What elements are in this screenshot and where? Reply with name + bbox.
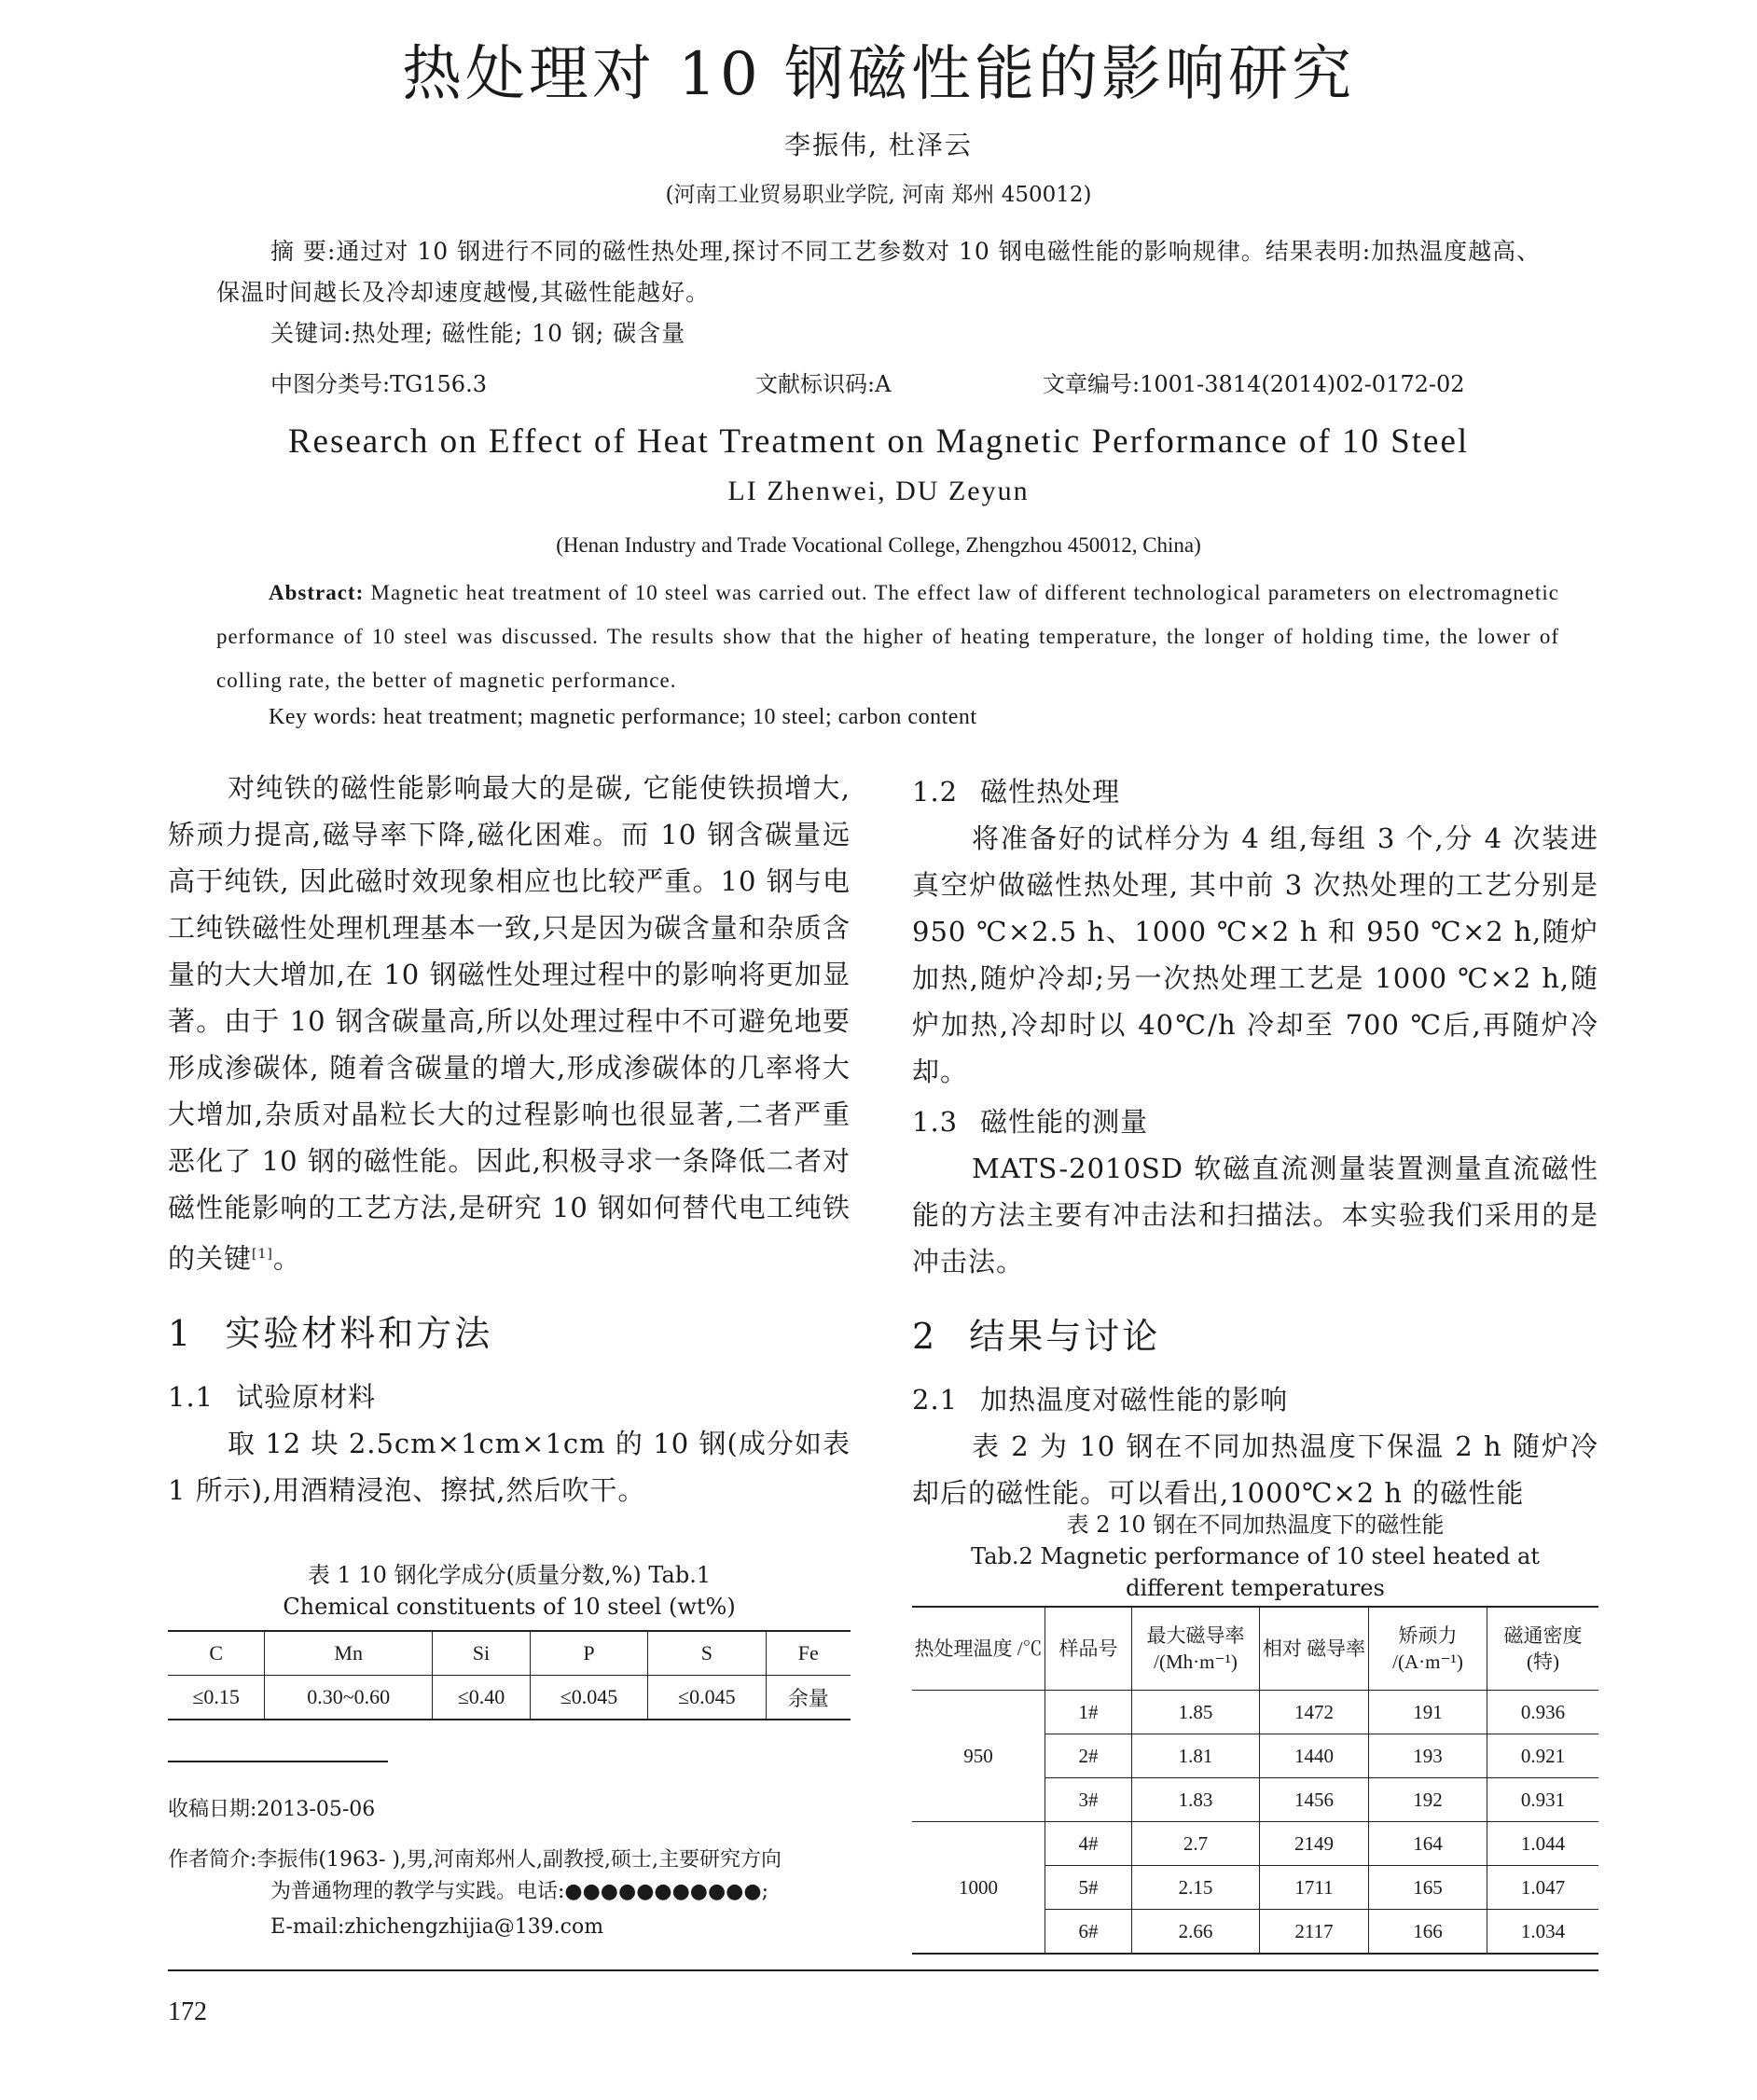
- keywords-en-text: heat treatment; magnetic performance; 10 steel; carbon content: [377, 705, 977, 729]
- section-title: 试验原材料: [236, 1380, 377, 1413]
- abstract-cn: [216, 231, 1559, 313]
- table-cell: 164: [1369, 1822, 1487, 1866]
- table-cell: ≤0.045: [530, 1676, 647, 1720]
- keywords-cn: [270, 315, 685, 349]
- table-cell: 余量: [787, 1686, 829, 1710]
- table-2: [912, 1606, 1598, 1955]
- table-1-caption: [168, 1559, 851, 1623]
- keywords-en-label: Key words:: [269, 705, 378, 729]
- header-cell: 样品号: [1045, 1607, 1132, 1691]
- table-cell: 1.034: [1520, 1919, 1566, 1942]
- table-2-caption-cn: 表 2 10 钢在不同加热温度下的磁性能: [1066, 1512, 1445, 1538]
- header-cell: 磁通密度 (特): [1487, 1607, 1599, 1691]
- keywords-cn-label: 关键词:: [270, 320, 353, 347]
- table-cell: 193: [1369, 1734, 1487, 1778]
- table-cell: 2.7: [1132, 1822, 1260, 1866]
- intro-paragraph: [168, 765, 851, 1282]
- table-cell: 2149: [1260, 1822, 1369, 1866]
- author-bio-line2: 为普通物理的教学与实践。电话:●●●●●●●●●●●;: [270, 1880, 768, 1903]
- email[interactable]: E-mail:zhichengzhijia@139.com: [270, 1915, 604, 1939]
- intro-end: 。: [272, 1242, 301, 1275]
- affiliation-en: (Henan Industry and Trade Vocational College, Zhengzhou 450012, China): [556, 533, 1201, 557]
- abstract-en-label: Abstract:: [269, 581, 365, 604]
- table-cell: ≤0.045: [648, 1676, 766, 1720]
- table-cell: 2#: [1045, 1734, 1132, 1778]
- affiliation: (河南工业贸易职业学院, 河南 郑州 450012): [665, 183, 1092, 207]
- authors: 李振伟, 杜泽云: [784, 130, 973, 160]
- temp-cell: 1000: [912, 1822, 1045, 1955]
- section-title: 加热温度对磁性能的影响: [980, 1384, 1289, 1416]
- paper-title-en: Research on Effect of Heat Treatment on Magnetic Performance of 10 Steel: [287, 422, 1470, 461]
- authors-en: LI Zhenwei, DU Zeyun: [727, 476, 1030, 506]
- keywords-en: [269, 705, 977, 730]
- section-title: 结果与讨论: [969, 1316, 1161, 1357]
- abstract-cn-text: 通过对 10 钢进行不同的磁性热处理,探讨不同工艺参数对 10 钢电磁性能的影响规律。结果表明:加热温度越高、保温时间越长及冷却速度越慢,其磁性能越好。: [216, 238, 1542, 306]
- table-cell: 0.921: [1487, 1734, 1599, 1778]
- abstract-cn-label: 摘 要:: [270, 238, 337, 265]
- table-2-caption-en1: Tab.2 Magnetic performance of 10 steel heated at: [971, 1543, 1540, 1569]
- section-number: 2: [912, 1316, 938, 1357]
- table-cell: 1472: [1260, 1691, 1369, 1734]
- table-row: [168, 1676, 851, 1720]
- table-cell: ≤0.40: [433, 1676, 531, 1720]
- author-bio-line1: 作者简介:李振伟(1963- ),男,河南郑州人,副教授,硕士,主要研究方向: [168, 1848, 782, 1872]
- keywords-cn-text: 热处理; 磁性能; 10 钢; 碳含量: [352, 320, 686, 347]
- table-cell: 165: [1369, 1866, 1487, 1910]
- right-column: [912, 765, 1598, 1516]
- table-cell: 2.66: [1132, 1910, 1260, 1955]
- section-1-1-heading: [168, 1374, 851, 1420]
- article-number: 文章编号:1001-3814(2014)02-0172-02: [1043, 371, 1465, 397]
- received-date: 收稿日期:2013-05-06: [168, 1798, 376, 1821]
- table-cell: 0.936: [1487, 1691, 1599, 1734]
- section-number: 1.2: [912, 776, 959, 808]
- table-1-caption-line1: 表 1 10 钢化学成分(质量分数,%) Tab.1: [307, 1562, 712, 1588]
- page-footer-divider: [168, 1969, 1598, 1971]
- section-title: 实验材料和方法: [225, 1312, 493, 1354]
- section-1-3-heading: [912, 1098, 1598, 1145]
- footnote-divider: [168, 1761, 388, 1762]
- table-cell: 191: [1369, 1691, 1487, 1734]
- table-cell: 1#: [1045, 1691, 1132, 1734]
- abstract-en-text: Magnetic heat treatment of 10 steel was carried out. The effect law of different technological parameters on electromagnetic performance of 10 steel was discussed. The results show that the higher of heating temperature, the longer of holding time, the lower of colling rate, the better of magnetic performance.: [216, 581, 1559, 692]
- header-cell: C: [168, 1631, 265, 1676]
- table-cell: 1.83: [1132, 1778, 1260, 1822]
- table-cell: 1.044: [1487, 1822, 1599, 1866]
- table-cell: 1.81: [1132, 1734, 1260, 1778]
- table-cell: 192: [1369, 1778, 1487, 1822]
- header-cell: Si: [433, 1631, 531, 1676]
- table-cell: 1456: [1260, 1778, 1369, 1822]
- page-number: 172: [168, 1997, 207, 2026]
- table-cell: 0.931: [1487, 1778, 1599, 1822]
- table-row: [912, 1822, 1598, 1866]
- clc-number: 中图分类号:TG156.3: [270, 371, 487, 397]
- section-1-heading: [168, 1310, 851, 1357]
- section-title: 磁性热处理: [980, 776, 1121, 808]
- citation-ref[interactable]: [1]: [252, 1247, 273, 1262]
- section-1-2-paragraph: 将准备好的试样分为 4 组,每组 3 个,分 4 次装进真空炉做磁性热处理, 其中前 3 次热处理的工艺分别是 950 ℃×2.5 h、1000 ℃×2 h 和 950 ℃×2 h,随炉加热,随炉冷却;另一次热处理工艺是 1000 ℃×2 h,随炉加热,冷却时以 40℃/h 冷却至 700 ℃后,再随炉冷却。: [912, 822, 1598, 1087]
- header-cell: P: [530, 1631, 647, 1676]
- table-cell: 1.85: [1132, 1691, 1260, 1734]
- section-2-1-paragraph: 表 2 为 10 钢在不同加热温度下保温 2 h 随炉冷却后的磁性能。可以看出,1000℃×2 h 的磁性能: [912, 1430, 1598, 1509]
- left-column: [168, 765, 851, 1513]
- table-cell: 1711: [1260, 1866, 1369, 1910]
- section-1-1-paragraph: 取 12 块 2.5cm×1cm×1cm 的 10 钢(成分如表 1 所示),用酒精浸泡、擦拭,然后吹干。: [168, 1427, 851, 1506]
- table-cell: 2117: [1260, 1910, 1369, 1955]
- table-cell: 0.30~0.60: [265, 1676, 433, 1720]
- table-2-caption: [912, 1509, 1598, 1604]
- header-cell: 热处理温度 /℃: [912, 1607, 1045, 1691]
- table-header-row: [912, 1607, 1598, 1691]
- table-cell: 1440: [1260, 1734, 1369, 1778]
- table-cell: 2.15: [1132, 1866, 1260, 1910]
- header-cell: Fe: [766, 1631, 851, 1676]
- section-title: 磁性能的测量: [980, 1106, 1149, 1138]
- table-cell: 166: [1369, 1910, 1487, 1955]
- section-number: 1.3: [912, 1106, 959, 1138]
- paper-title: 热处理对 10 钢磁性能的影响研究: [401, 40, 1356, 109]
- header-cell: S: [648, 1631, 766, 1676]
- section-1-2-heading: [912, 768, 1598, 815]
- table-row: [912, 1691, 1598, 1734]
- header-cell: Mn: [265, 1631, 433, 1676]
- table-cell: 5#: [1045, 1866, 1132, 1910]
- table-1: [168, 1630, 851, 1720]
- temp-cell: 950: [912, 1691, 1045, 1822]
- table-2-caption-en2: different temperatures: [1126, 1575, 1385, 1601]
- table-cell: 3#: [1045, 1778, 1132, 1822]
- table-cell: 4#: [1045, 1822, 1132, 1866]
- section-number: 1.1: [168, 1380, 214, 1413]
- document-code: 文献标识码:A: [755, 371, 892, 397]
- table-cell: 6#: [1045, 1910, 1132, 1955]
- section-1-3-paragraph: MATS-2010SD 软磁直流测量装置测量直流磁性能的方法主要有冲击法和扫描法。本实验我们采用的是冲击法。: [912, 1153, 1598, 1278]
- table-header-row: [168, 1631, 851, 1676]
- intro-text: 对纯铁的磁性能影响最大的是碳, 它能使铁损增大,矫顽力提高,磁导率下降,磁化困难。而 10 钢含碳量远高于纯铁, 因此磁时效现象相应也比较严重。10 钢与电工纯铁磁性处理机理基本一致,只是因为碳含量和杂质含量的大大增加,在 10 钢磁性处理过程中的影响将更加显著。由于 10 钢含碳量高,所以处理过程中不可避免地要形成渗碳体, 随着含碳量的增大,形成渗碳体的几率将大大增加,杂质对晶粒长大的过程影响也很显著,二者严重恶化了 10 钢的磁性能。因此,积极寻求一条降低二者对磁性能影响的工艺方法,是研究 10 钢如何替代电工纯铁的关键: [168, 772, 851, 1275]
- section-2-heading: [912, 1313, 1598, 1360]
- table-cell: 1.047: [1487, 1866, 1599, 1910]
- header-cell: 矫顽力 /(A·m⁻¹): [1369, 1607, 1487, 1691]
- section-number: 1: [168, 1312, 194, 1354]
- table-1-caption-line2: Chemical constituents of 10 steel (wt%): [283, 1594, 736, 1620]
- section-number: 2.1: [912, 1384, 959, 1416]
- header-cell: 相对 磁导率: [1260, 1607, 1369, 1691]
- abstract-en: [216, 571, 1559, 702]
- section-2-1-heading: [912, 1376, 1598, 1423]
- table-cell: ≤0.15: [168, 1676, 265, 1720]
- header-cell: 最大磁导率 /(Mh·m⁻¹): [1132, 1607, 1260, 1691]
